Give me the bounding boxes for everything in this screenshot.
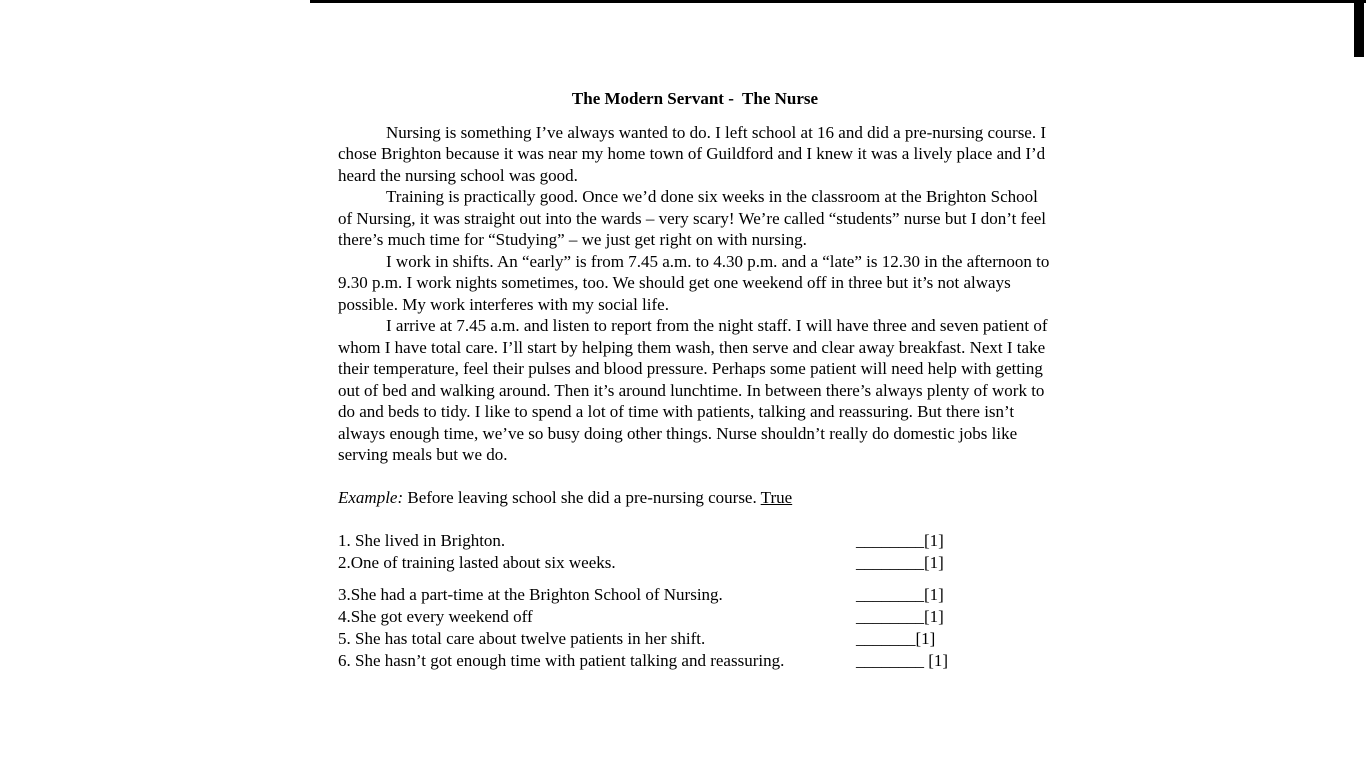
document-title: The Modern Servant - The Nurse [571,89,819,108]
example-line [338,487,1052,509]
paragraph-1: Nursing is something I’ve always wanted to do. I left school at 16 and did a pre-nursing course. I chose Brighton because it was near my home town of Guildford and I knew it was a lively place and I’d heard the nursing school was good. [338,122,1047,185]
paragraph-4: I arrive at 7.45 a.m. and listen to report from the night staff. I will have three and seven patient of whom I have total care. I’ll start by helping them wash, then serve and clear away breakfast. Next I take their temperature, feel their pulses and blood pressure. Perhaps some patient will need help with getting out of bed and walking around. Then it’s around lunchtime. In between there’s always plenty of work to do and beds to tidy. I like to spend a lot of time with patients, talking and reassuring. But there isn’t always enough time, we’ve so busy doing other things. Nurse shouldn’t really do domestic jobs like serving meals but we do. [338,316,1048,464]
question-text: 6. She hasn’t got enough time with patient talking and reassuring. [338,651,785,670]
example-label: Example: [338,487,404,507]
answer-blank [856,606,944,628]
question-row-4 [338,606,1052,628]
answer-blank [856,530,944,552]
question-row-5 [338,628,1052,650]
answer-blank [856,650,948,672]
scrollbar-thumb[interactable] [1354,0,1364,57]
example-text: Before leaving school she did a pre-nursing course. [403,487,761,507]
blank-line: ________ [856,553,924,572]
mark-value: [1] [924,553,944,572]
example-answer: True [760,487,793,507]
mark-value: [1] [924,585,944,604]
blank-line: ________ [856,651,929,670]
paragraph-2: Training is practically good. Once we’d done six weeks in the classroom at the Brighton School of Nursing, it was straight out into the wards – very scary! We’re called “students” nurse but I don’t feel there’s much time for “Studying” – we just get right on with nursing. [338,187,1047,249]
question-row-6 [338,650,1052,672]
paragraph-3: I work in shifts. An “early” is from 7.45 a.m. to 4.30 p.m. and a “late” is 12.30 in the afternoon to 9.30 p.m. I work nights sometimes, too. We should get one weekend off in three but it’s not always possible. My work interferes with my social life. [338,251,1050,314]
document-page [338,88,1052,672]
mark-value: [1] [924,607,944,626]
page-top-border [310,0,1366,3]
question-text: 1. She lived in Brighton. [338,531,506,550]
answer-blank [856,584,944,606]
blank-line: _______ [856,629,916,648]
blank-line: ________ [856,531,924,550]
mark-value: [1] [915,629,936,648]
question-text: 2.One of training lasted about six weeks. [338,553,616,572]
question-text: 5. She has total care about twelve patients in her shift. [338,629,706,648]
blank-line: ________ [856,607,924,626]
question-text: 3.She had a part-time at the Brighton School of Nursing. [338,585,723,604]
blank-line: ________ [856,585,924,604]
mark-value: [1] [928,651,949,670]
question-row-2 [338,552,1052,574]
questions-list [338,530,1052,672]
question-text: 4.She got every weekend off [338,607,533,626]
question-row-3 [338,584,1052,606]
question-row-1 [338,530,1052,552]
answer-blank [856,552,944,574]
answer-blank [856,628,935,650]
mark-value: [1] [924,531,944,550]
